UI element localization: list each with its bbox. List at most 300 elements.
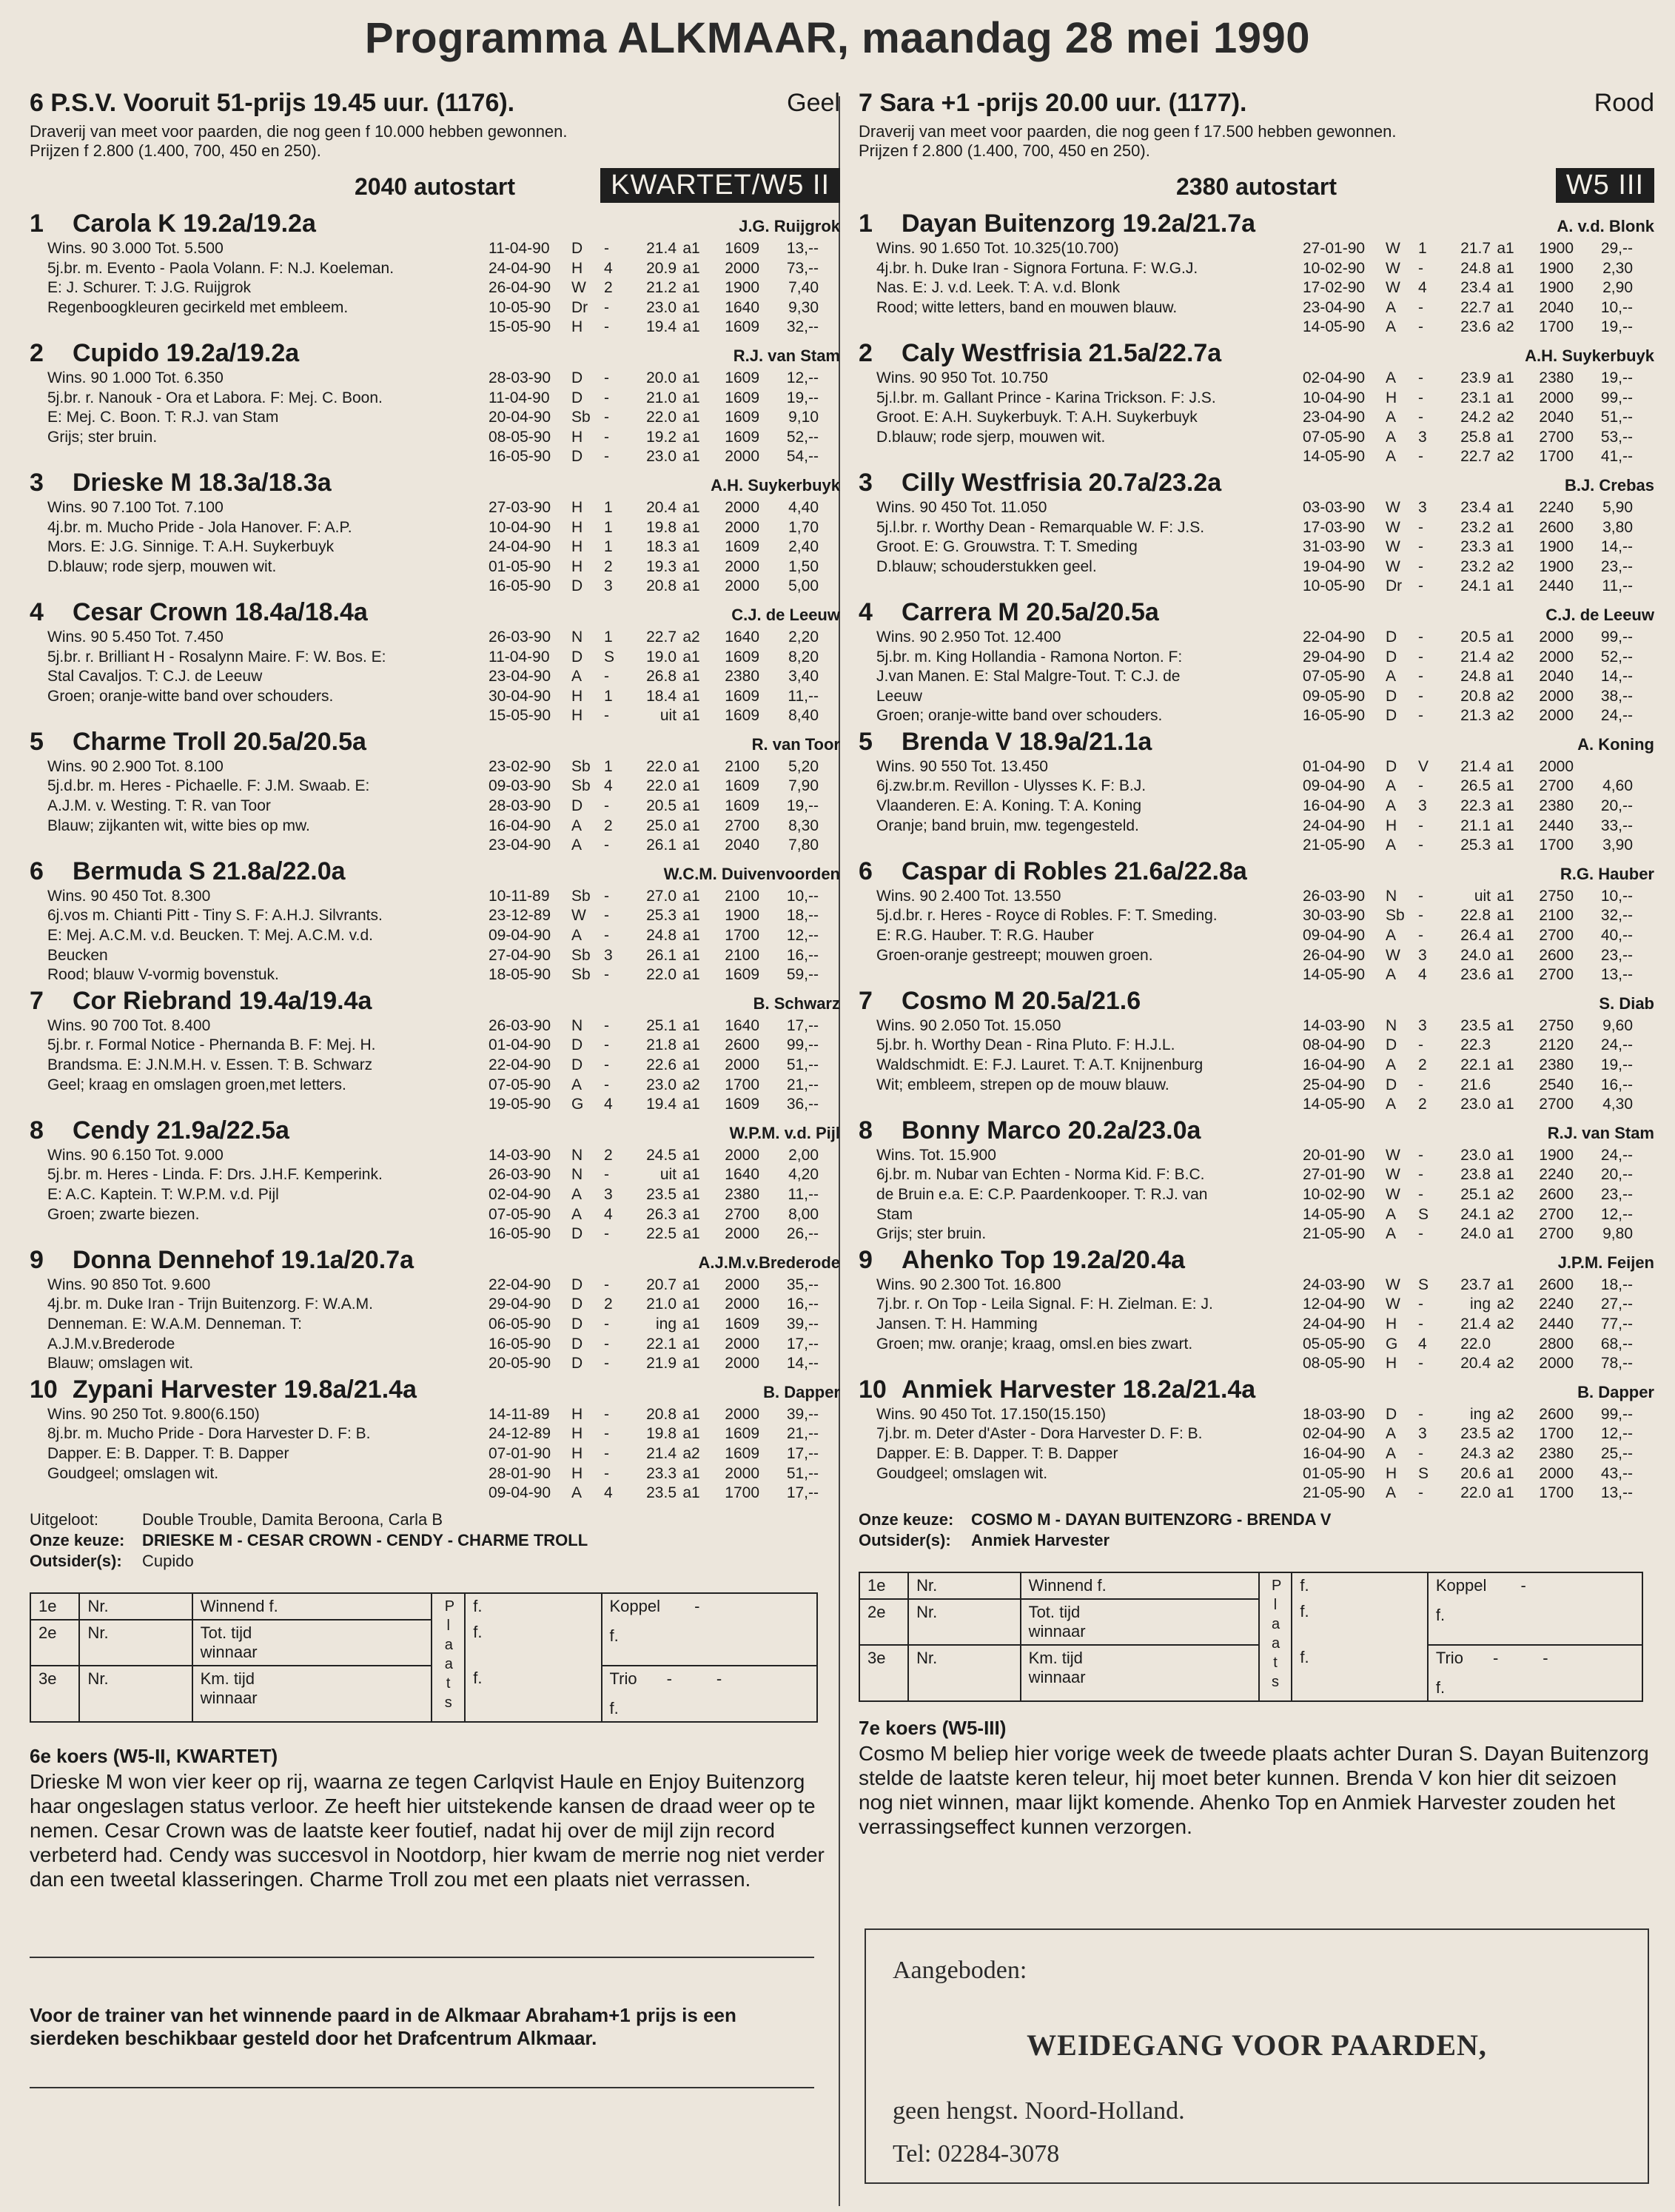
horse-info-line: Goudgeel; omslagen wit. [47, 1464, 219, 1482]
horse-info-line: 5j.br. h. Worthy Dean - Rina Pluto. F: H.J.L. [876, 1036, 1175, 1054]
result-time: 24.3 [1460, 1444, 1491, 1462]
result-place: - [1418, 577, 1423, 595]
result-start: a1 [1497, 240, 1514, 257]
horse-name [859, 728, 1152, 757]
result-date: 16-04-90 [1303, 797, 1366, 815]
result-start: a2 [682, 1076, 700, 1093]
horse-name [30, 857, 346, 886]
result-distance: 1700 [725, 1484, 759, 1502]
horse-results [1303, 1146, 1633, 1244]
result-track: N [571, 1146, 583, 1164]
horse-info [30, 757, 489, 856]
horse-info-line: Blauw; zijkanten wit, witte bies op mw. [47, 817, 310, 834]
plaats-f-field[interactable]: f. [465, 1666, 601, 1722]
race-7-desc-line: Draverij van meet voor paarden, die nog geen f 17.500 hebben gewonnen. [859, 122, 1397, 141]
result-place: S [1418, 1205, 1429, 1223]
result-distance: 2040 [1539, 668, 1574, 686]
result-date: 05-05-90 [1303, 1335, 1366, 1353]
result-row [489, 447, 819, 467]
result-odds: 2,40 [788, 538, 819, 556]
result-place: - [1418, 668, 1423, 686]
result-time: 19.2 [646, 428, 677, 446]
result-track: D [571, 1296, 583, 1313]
horse-name [859, 210, 1255, 238]
plaats-f-field[interactable]: f. [1292, 1645, 1427, 1701]
result-distance: 2000 [1539, 757, 1574, 775]
result-odds: 16,-- [786, 946, 819, 964]
nr-field[interactable]: Nr. [908, 1572, 1020, 1599]
result-date: 08-04-90 [1303, 1036, 1366, 1054]
result-date: 26-03-90 [489, 1016, 551, 1034]
result-time: 21.7 [1460, 240, 1491, 257]
result-row [489, 278, 819, 298]
result-date: 07-05-90 [1303, 668, 1366, 686]
horse-entry [859, 339, 1654, 467]
result-start: a2 [1497, 1355, 1514, 1373]
result-odds: 73,-- [786, 259, 819, 277]
result-start: a2 [1497, 318, 1514, 336]
result-start: a1 [682, 927, 700, 945]
horse-header [30, 857, 840, 887]
horse-number: 7 [859, 986, 873, 1015]
result-track: H [571, 428, 583, 446]
result-start: a2 [1497, 409, 1514, 426]
result-start: a1 [682, 240, 700, 257]
result-start: a1 [682, 1225, 700, 1243]
result-date: 06-05-90 [489, 1315, 551, 1333]
result-distance: 2700 [1539, 1205, 1574, 1223]
koppel-field[interactable]: Koppel - f. [602, 1593, 818, 1666]
plaats-label: P l a a t s [1259, 1572, 1292, 1701]
result-place: - [604, 837, 609, 854]
horse-name-text: Caspar di Robles 21.6a/22.8a [902, 857, 1247, 885]
horse-info-line: Wins. 90 2.300 Tot. 16.800 [876, 1276, 1061, 1293]
result-track: A [1386, 1444, 1397, 1462]
result-odds: 36,-- [786, 1096, 819, 1113]
result-track: H [571, 1464, 583, 1482]
result-track: D [571, 1335, 583, 1353]
horse-info-line: Vlaanderen. E: A. Koning. T: A. Koning [876, 797, 1142, 815]
result-start: a1 [682, 1355, 700, 1373]
horse-results [489, 1276, 819, 1374]
result-track: N [1386, 1016, 1397, 1034]
koppel-field[interactable]: Koppel - f. [1428, 1572, 1642, 1645]
result-date: 26-03-90 [489, 1166, 551, 1184]
result-date: 20-05-90 [489, 1355, 551, 1373]
result-row [1303, 777, 1633, 797]
result-start: a1 [1497, 797, 1514, 815]
result-time: 24.0 [1460, 1225, 1491, 1243]
horse-info [30, 1276, 489, 1374]
result-odds: 19,-- [786, 797, 819, 815]
result-row [1303, 687, 1633, 707]
horse-number: 2 [859, 338, 873, 367]
result-row [1303, 259, 1633, 279]
horse-info-line: Wins. 90 5.450 Tot. 7.450 [47, 628, 224, 646]
result-place: - [1418, 1315, 1423, 1333]
result-track: H [571, 498, 583, 516]
result-start: a1 [682, 668, 700, 686]
result-time: 22.7 [646, 628, 677, 646]
result-track: D [1386, 687, 1397, 705]
race-7-description [859, 122, 1654, 161]
result-odds: 16,-- [786, 1296, 819, 1313]
result-start: a1 [682, 817, 700, 834]
result-odds: 20,-- [1600, 1166, 1633, 1184]
result-place: - [604, 1076, 609, 1093]
result-track: A [571, 927, 583, 945]
horse-info-line: Regenboogkleuren gecirkeld met embleem. [47, 298, 349, 316]
nr-field[interactable]: Nr. [79, 1593, 192, 1620]
result-row [489, 1295, 819, 1315]
horse-entry [30, 728, 840, 856]
result-place: - [1418, 409, 1423, 426]
result-place: - [604, 428, 609, 446]
horse-results [489, 757, 819, 856]
result-place: 3 [1418, 1016, 1427, 1034]
result-start: a2 [682, 628, 700, 646]
horse-info-line: Groen; oranje-witte band over schouders. [876, 707, 1163, 725]
result-distance: 2600 [1539, 1185, 1574, 1203]
result-time: 23.6 [1460, 966, 1491, 984]
result-start: a1 [682, 1296, 700, 1313]
horse-name [859, 857, 1247, 886]
horse-info [859, 239, 1303, 338]
result-distance: 2600 [725, 1036, 759, 1054]
result-place: - [1418, 557, 1423, 575]
horse-header [859, 1246, 1654, 1276]
horse-info-line: Wins. 90 450 Tot. 11.050 [876, 498, 1047, 516]
result-track: Dr [1386, 577, 1403, 595]
horse-header [859, 728, 1654, 757]
result-time: 23.9 [1460, 369, 1491, 386]
result-track: N [1386, 887, 1397, 905]
result-time: 19.4 [646, 1096, 677, 1113]
horse-entry [859, 210, 1654, 338]
result-odds: 39,-- [786, 1405, 819, 1423]
result-odds: 3,40 [788, 668, 819, 686]
result-time: 20.9 [646, 259, 677, 277]
trio-field[interactable]: Trio - - f. [602, 1666, 818, 1722]
result-time: 26.1 [646, 837, 677, 854]
horse-info [30, 1146, 489, 1244]
horse-trainer: A.H. Suykerbuyk [1525, 346, 1654, 365]
result-time: 23.5 [1460, 1016, 1491, 1034]
result-time: 20.7 [646, 1276, 677, 1293]
horse-name-text: Ahenko Top 19.2a/20.4a [902, 1245, 1185, 1274]
result-track: A [1386, 318, 1397, 336]
horse-name [30, 339, 299, 368]
tottijd-field[interactable]: Tot. tijd winnaar [1021, 1599, 1259, 1645]
result-track: D [1386, 1036, 1397, 1054]
result-odds: 51,-- [1600, 409, 1633, 426]
result-time: 21.4 [1460, 648, 1491, 666]
result-date: 12-04-90 [1303, 1296, 1366, 1313]
result-row [1303, 408, 1633, 428]
horse-entry [30, 339, 840, 467]
result-odds: 8,40 [788, 707, 819, 725]
result-place: - [604, 707, 609, 725]
result-odds: 19,-- [1600, 369, 1633, 386]
result-row [489, 369, 819, 389]
result-odds: 9,80 [1602, 1225, 1633, 1243]
result-start: a1 [1497, 1146, 1514, 1164]
result-distance: 1700 [1539, 448, 1574, 466]
result-track: G [571, 1096, 584, 1113]
result-time: 20.6 [1460, 1464, 1491, 1482]
result-track: W [571, 279, 586, 297]
horse-number: 2 [30, 338, 44, 367]
result-row [1303, 1165, 1633, 1185]
result-start: a1 [682, 279, 700, 297]
horse-trainer: B. Dapper [1577, 1382, 1654, 1401]
result-odds: 10,-- [786, 887, 819, 905]
result-track: A [1386, 668, 1397, 686]
horse-info-line: Groen-oranje gestreept; mouwen groen. [876, 946, 1153, 964]
horse-name [30, 469, 332, 497]
result-place: - [1418, 927, 1423, 945]
horse-number: 3 [30, 468, 44, 497]
horse-info-line: E: Mej. A.C.M. v.d. Beucken. T: Mej. A.C.M. v.d. [47, 927, 373, 945]
horse-info [30, 1016, 489, 1115]
result-start: a2 [1497, 1315, 1514, 1333]
race-7-title: 7 Sara +1 -prijs 20.00 uur. (1177). [859, 89, 1247, 117]
race-7-horses [859, 210, 1654, 1504]
result-row [489, 259, 819, 279]
horse-info-line: Wins. 90 7.100 Tot. 7.100 [47, 498, 224, 516]
plaats-f-field[interactable]: f. [1292, 1599, 1427, 1645]
horse-name-text: Carrera M 20.5a/20.5a [902, 597, 1159, 626]
outsider-value: Cupido [142, 1551, 194, 1570]
result-time: 20.8 [646, 577, 677, 595]
result-place: - [604, 1335, 609, 1353]
result-start: a1 [682, 837, 700, 854]
result-row [1303, 817, 1633, 837]
result-start: a1 [682, 1425, 700, 1443]
result-date: 14-05-90 [1303, 966, 1366, 984]
result-distance: 2600 [1539, 1276, 1574, 1293]
result-place: - [604, 927, 609, 945]
result-odds: 2,90 [1602, 279, 1633, 297]
plaats-f-field[interactable]: f. [1292, 1572, 1427, 1599]
result-row [1303, 369, 1633, 389]
result-time: 19.0 [646, 648, 677, 666]
horse-name-text: Donna Dennehof 19.1a/20.7a [73, 1245, 414, 1274]
result-time: 21.4 [646, 240, 677, 257]
result-distance: 1609 [725, 428, 759, 446]
result-date: 18-05-90 [489, 966, 551, 984]
horse-trainer: J.P.M. Feijen [1557, 1253, 1654, 1272]
result-row [489, 648, 819, 668]
horse-trainer: S. Diab [1599, 993, 1654, 1013]
result-place: 1 [604, 757, 613, 775]
horse-entry [30, 598, 840, 726]
result-place: - [604, 966, 609, 984]
horse-results [1303, 498, 1633, 597]
result-distance: 1609 [725, 369, 759, 386]
ad-line: geen hengst. Noord-Holland. [893, 2097, 1185, 2125]
result-time: 19.8 [646, 1425, 677, 1443]
winnend-field[interactable]: Winnend f. [192, 1593, 432, 1620]
result-distance: 2600 [1539, 518, 1574, 536]
result-distance: 1700 [1539, 837, 1574, 854]
horse-results [489, 1405, 819, 1504]
result-start: a1 [682, 648, 700, 666]
result-date: 11-04-90 [489, 389, 550, 406]
result-time: 23.4 [1460, 279, 1491, 297]
winnend-field[interactable]: Winnend f. [1021, 1572, 1259, 1599]
result-distance: 1900 [725, 279, 759, 297]
result-start: a1 [682, 1335, 700, 1353]
horse-info-line: 6j.vos m. Chianti Pitt - Tiny S. F: A.H.J. Silvrants. [47, 907, 383, 925]
tottijd-field[interactable]: Tot. tijd winnaar [192, 1620, 432, 1666]
result-time: 23.0 [646, 298, 677, 316]
horse-name-text: Caly Westfrisia 21.5a/22.7a [902, 338, 1222, 367]
horse-name [859, 339, 1221, 368]
result-place: - [1418, 518, 1423, 536]
result-track: H [571, 557, 583, 575]
result-track: H [571, 318, 583, 336]
result-odds [1574, 757, 1633, 777]
result-odds: 12,-- [1600, 1205, 1633, 1223]
result-row [1303, 946, 1633, 966]
result-odds: 24,-- [1600, 707, 1633, 725]
result-odds: 8,20 [788, 648, 819, 666]
horse-header [30, 339, 840, 369]
result-distance: 2700 [725, 1205, 759, 1223]
result-odds: 20,-- [1600, 797, 1633, 815]
place-label: 3e [859, 1645, 908, 1701]
horse-name [859, 469, 1221, 497]
result-time: 22.5 [646, 1225, 677, 1243]
result-row [489, 687, 819, 707]
horse-number: 5 [30, 727, 44, 756]
result-date: 23-04-90 [1303, 298, 1366, 316]
horse-name-text: Bonny Marco 20.2a/23.0a [902, 1116, 1201, 1144]
horse-header [30, 598, 840, 628]
horse-results [1303, 628, 1633, 726]
result-distance: 1640 [725, 628, 759, 646]
result-time: 23.0 [1460, 1096, 1491, 1113]
result-distance: 1609 [725, 1096, 759, 1113]
result-odds: 13,-- [1600, 966, 1633, 984]
result-date: 24-04-90 [1303, 817, 1366, 834]
horse-header [859, 1375, 1654, 1405]
result-time: 20.8 [1460, 687, 1491, 705]
plaats-f-field[interactable]: f. [465, 1593, 601, 1620]
result-odds: 5,20 [788, 757, 819, 775]
result-place: - [1418, 687, 1423, 705]
result-distance: 2380 [725, 668, 759, 686]
result-start: a2 [1497, 707, 1514, 725]
horse-info-line: Wins. 90 3.000 Tot. 5.500 [47, 240, 224, 257]
result-date: 15-05-90 [489, 707, 551, 725]
result-start: a1 [1497, 577, 1514, 595]
result-row [1303, 389, 1633, 409]
result-row [489, 836, 819, 856]
result-row [1303, 537, 1633, 557]
horse-name [859, 1375, 1255, 1404]
result-start: a1 [1497, 298, 1514, 316]
nr-field[interactable]: Nr. [79, 1666, 192, 1722]
result-place: - [1418, 1405, 1423, 1423]
result-distance: 2440 [1539, 1315, 1574, 1333]
plaats-f-field[interactable]: f. [465, 1620, 601, 1666]
horse-info-line: 5j.d.br. r. Heres - Royce di Robles. F: T. Smeding. [876, 907, 1218, 925]
horse-info-line: Leeuw [876, 687, 922, 705]
result-place: 4 [604, 1096, 613, 1113]
result-place: - [604, 298, 609, 316]
result-date: 15-05-90 [489, 318, 551, 336]
horse-info-line: Dapper. E: B. Dapper. T: B. Dapper [47, 1444, 289, 1462]
horse-entry [859, 598, 1654, 726]
result-time: 22.7 [1460, 448, 1491, 466]
result-time: 21.4 [1460, 1315, 1491, 1333]
result-row [1303, 906, 1633, 926]
result-date: 17-02-90 [1303, 279, 1366, 297]
result-date: 19-04-90 [1303, 557, 1366, 575]
result-time: 26.1 [646, 946, 677, 964]
kmtijd-field[interactable]: Km. tijd winnaar [192, 1666, 432, 1722]
horse-number: 8 [30, 1116, 44, 1144]
result-start: a1 [682, 687, 700, 705]
result-start: a1 [682, 887, 700, 905]
nr-field[interactable]: Nr. [908, 1599, 1020, 1645]
result-track: A [1386, 797, 1397, 815]
result-date: 02-04-90 [1303, 369, 1366, 386]
horse-entry [859, 728, 1654, 856]
result-odds: 33,-- [1600, 817, 1633, 834]
result-date: 17-03-90 [1303, 518, 1366, 536]
result-odds: 29,-- [1600, 240, 1633, 257]
horse-entry [859, 1246, 1654, 1374]
result-odds: 26,-- [786, 1225, 819, 1243]
uitgeloot-value: Double Trouble, Damita Beroona, Carla B [142, 1509, 443, 1529]
horse-header [30, 469, 840, 498]
result-date: 26-04-90 [489, 279, 551, 297]
result-row [489, 797, 819, 817]
result-odds: 17,-- [786, 1335, 819, 1353]
nr-field[interactable]: Nr. [79, 1620, 192, 1666]
horse-info [859, 757, 1303, 856]
result-odds: 99,-- [786, 1036, 819, 1054]
result-date: 26-03-90 [489, 628, 551, 646]
result-time: 24.8 [646, 927, 677, 945]
result-track: A [1386, 1425, 1397, 1443]
result-distance: 1609 [725, 648, 759, 666]
result-start: a1 [1497, 1166, 1514, 1184]
horse-info-line: 7j.br. r. On Top - Leila Signal. F: H. Zielman. E: J. [876, 1296, 1213, 1313]
trio-field[interactable]: Trio - - f. [1428, 1645, 1642, 1701]
result-start: a1 [682, 1146, 700, 1164]
result-odds: 11,-- [788, 1185, 819, 1203]
result-date: 10-05-90 [489, 298, 551, 316]
result-track: H [1386, 1315, 1397, 1333]
result-track: W [1386, 1276, 1400, 1293]
kmtijd-field[interactable]: Km. tijd winnaar [1021, 1645, 1259, 1701]
race-7-meta [859, 165, 1654, 208]
result-date: 18-03-90 [1303, 1405, 1366, 1423]
result-place: - [1418, 318, 1423, 336]
horse-info [859, 369, 1303, 467]
result-odds: 19,-- [1600, 318, 1633, 336]
result-row [489, 537, 819, 557]
nr-field[interactable]: Nr. [908, 1645, 1020, 1701]
result-track: Dr [571, 298, 588, 316]
result-track: A [571, 668, 583, 686]
result-time: 20.4 [1460, 1355, 1491, 1373]
result-row [489, 1076, 819, 1096]
